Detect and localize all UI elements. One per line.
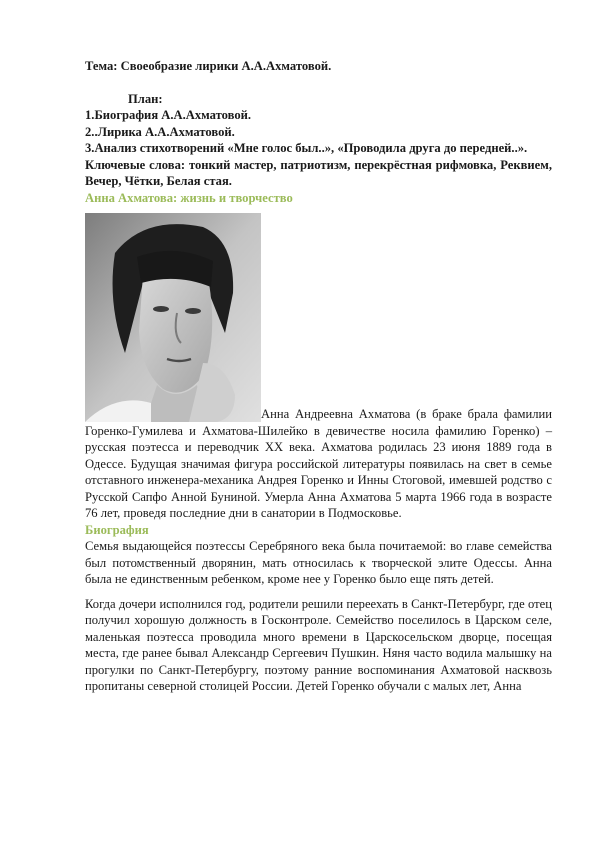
plan-title: План: [128, 91, 163, 106]
section-heading-biography: Биография [85, 522, 149, 537]
plan-list [85, 107, 552, 157]
section-heading-life-and-work: Анна Ахматова: жизнь и творчество [85, 190, 293, 205]
photo-intro-block [85, 213, 552, 522]
intro-text: Анна Андреевна Ахматова (в браке брала фамилии Горенко-Гумилева и Ахматова-Шилейко в девичестве носила фамилию Горенко) – русская поэтесса и переводчик XX века. Ахматова родилась 23 июня 1889 года в Одессе. Будущая значимая фигура российской литературы появилась на свет в семье отставного инженера-механика Андрея Горенко и Инны Стоговой, имевшей родство с Русской Сапфо Анной Буниной. Умерла Анна Ахматова 5 марта 1966 года в возрасте 76 лет, проведя последние дни в санатории в Подмосковье. [85, 407, 552, 520]
portrait-illustration [85, 213, 261, 422]
body-paragraph: Семья выдающейся поэтессы Серебряного века была почитаемой: во главе семейства был потомственный дворянин, мать относилась к творческой элите Одессы. Анна была не единственным ребенком, кроме нее у Горенко было еще пять детей. [85, 539, 552, 586]
body-paragraph: Когда дочери исполнился год, родители решили переехать в Санкт-Петербург, где отец получил хорошую должность в Госконтроле. Семейство поселилось в Царском селе, маленькая поэтесса проводила много времени в Царскосельском дворце, посещая места, где ранее бывал Александр Сергеевич Пушкин. Няня часто водила малышку на прогулки по Санкт-Петербургу, поэтому ранние воспоминания Ахматовой насквозь пропитаны северной столицей России. Детей Горенко обучали с малых лет, Анна [85, 596, 552, 693]
plan-item: 3.Анализ стихотворений «Мне голос был..», «Проводила друга до передней..». [85, 141, 528, 155]
portrait-photo [85, 213, 261, 422]
topic-heading: Тема: Своеобразие лирики А.А.Ахматовой. [85, 59, 332, 73]
plan-item: 1.Биография А.А.Ахматовой. [85, 108, 252, 122]
document-page [85, 58, 552, 695]
spacer [85, 75, 552, 91]
plan-item: 2..Лирика А.А.Ахматовой. [85, 124, 235, 139]
keywords: Ключевые слова: тонкий мастер, патриотизм, перекрёстная рифмовка, Реквием, Вечер, Чётки, Белая стая. [85, 157, 552, 188]
paragraph-gap [85, 588, 552, 596]
